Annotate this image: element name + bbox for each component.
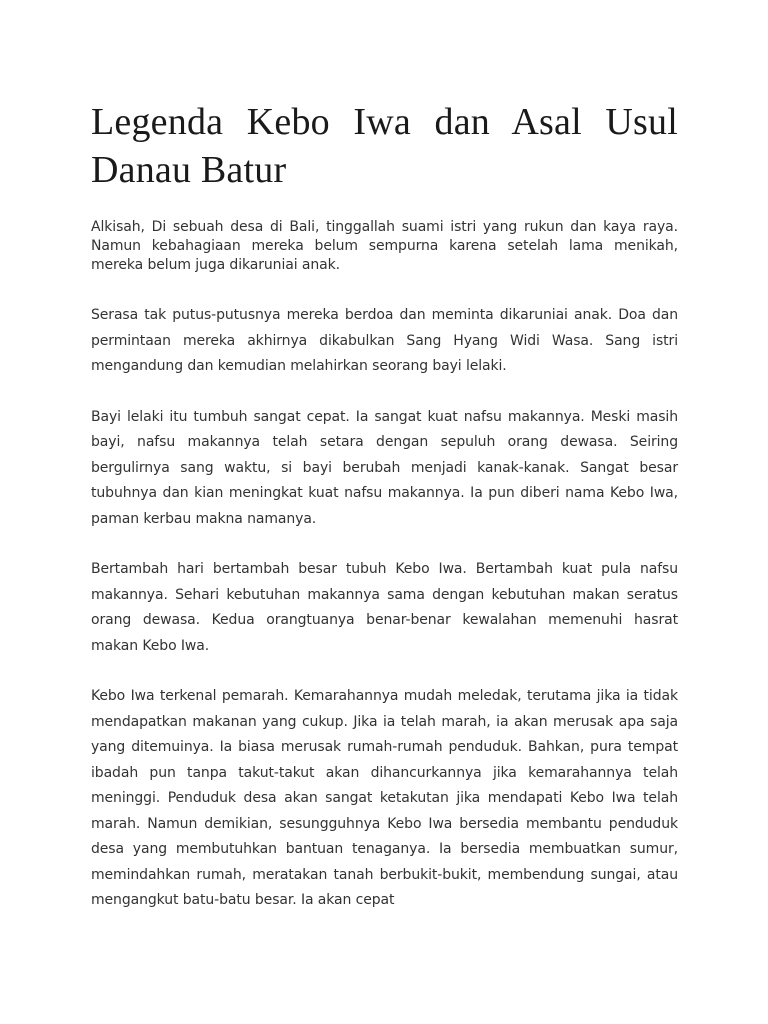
paragraph-1: Alkisah, Di sebuah desa di Bali, tinggallah suami istri yang rukun dan kaya raya. Namun kebahagiaan mereka belum sempurna karena setelah lama menikah, mereka belum juga dikaruniai anak.: [91, 219, 678, 273]
paragraph-2: Serasa tak putus-putusnya mereka berdoa dan meminta dikaruniai anak. Doa dan permintaan mereka akhirnya dikabulkan Sang Hyang Widi Wasa. Sang istri mengandung dan kemudian melahirkan seorang bayi lelaki.: [91, 307, 678, 374]
paragraph-4: Bertambah hari bertambah besar tubuh Kebo Iwa. Bertambah kuat pula nafsu makannya. Sehari kebutuhan makannya sama dengan kebutuhan makan seratus orang dewasa. Kedua orangtuanya benar-benar kewalahan memenuhi hasrat makan Kebo Iwa.: [91, 561, 678, 654]
paragraph-3: Bayi lelaki itu tumbuh sangat cepat. Ia sangat kuat nafsu makannya. Meski masih bayi, nafsu makannya telah setara dengan sepuluh orang dewasa. Seiring bergulirnya sang waktu, si bayi berubah menjadi kanak-kanak. Sangat besar tubuhnya dan kian meningkat kuat nafsu makannya. Ia pun diberi nama Kebo Iwa, paman kerbau makna namanya.: [91, 408, 678, 527]
document-content: [91, 98, 678, 939]
document-title: Legenda Kebo Iwa dan Asal Usul Danau Batur: [91, 101, 678, 191]
paragraph-5: Kebo Iwa terkenal pemarah. Kemarahannya mudah meledak, terutama jika ia tidak mendapatkan makanan yang cukup. Jika ia telah marah, ia akan merusak apa saja yang ditemuinya. Ia biasa merusak rumah-rumah penduduk. Bahkan, pura tempat ibadah pun tanpa takut-takut akan dihancurkannya jika kemarahannya telah meninggi. Penduduk desa akan sangat ketakutan jika mendapati Kebo Iwa telah marah. Namun demikian, sesungguhnya Kebo Iwa bersedia membantu penduduk desa yang membutuhkan bantuan tenaganya. Ia bersedia membuatkan sumur, memindahkan rumah, meratakan tanah berbukit-bukit, membendung sungai, atau mengangkut batu-batu besar. Ia akan cepat: [91, 688, 678, 908]
